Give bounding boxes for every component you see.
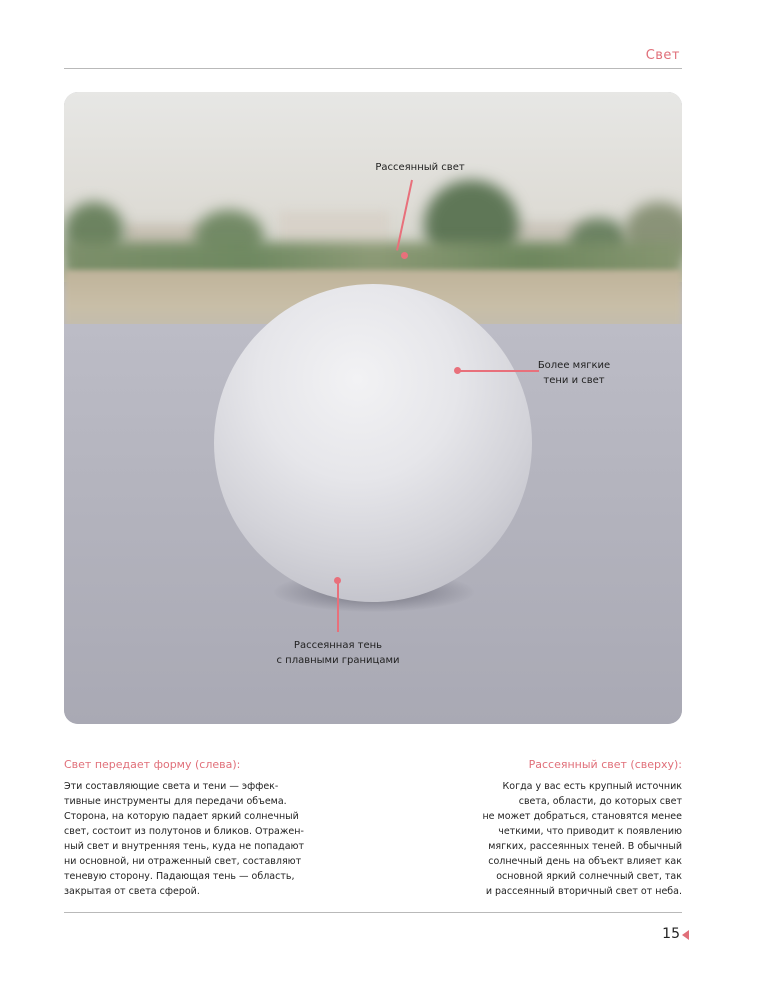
label-cast-shadow-line1: Рассеянная тень [293, 640, 383, 651]
pointer-line-cast-shadow [337, 582, 339, 632]
right-column [432, 758, 682, 899]
label-softer-shadows [534, 358, 614, 388]
text-line: ни основной, ни отраженный свет, составляют [64, 856, 302, 867]
text-line: ный свет и внутренняя тень, куда не попадают [64, 841, 305, 852]
pointer-dot-diffuse-light [401, 252, 408, 259]
left-column-text [64, 779, 314, 899]
text-line: Эти составляющие света и тени — эффек- [64, 781, 279, 792]
right-column-heading: Рассеянный свет (сверху): [528, 758, 682, 771]
text-line: мягких, рассеянных теней. В обычный [488, 841, 682, 852]
top-divider [64, 68, 682, 69]
text-line: основной яркий солнечный свет, так [496, 871, 682, 882]
right-column-text [432, 779, 682, 899]
bottom-divider [64, 912, 682, 913]
label-cast-shadow [268, 638, 408, 668]
sphere [214, 284, 532, 602]
text-line: и рассеянный вторичный свет от неба. [485, 886, 682, 897]
text-line: четкими, что приводит к появлению [498, 826, 682, 837]
pointer-line-softer-shadows [459, 370, 539, 372]
section-title: Свет [645, 48, 680, 63]
left-column [64, 758, 314, 899]
text-line: света, области, до которых свет [518, 796, 682, 807]
text-line: теневую сторону. Падающая тень — область, [64, 871, 295, 882]
label-softer-shadows-line2: тени и свет [543, 375, 605, 386]
text-line: не может добраться, становятся менее [482, 811, 682, 822]
text-line: свет, состоит из полутонов и бликов. Отражен- [64, 826, 304, 837]
left-column-heading: Свет передает форму (слева): [64, 758, 241, 771]
page-arrow-icon [682, 930, 689, 940]
label-diffuse-light [360, 160, 480, 175]
text-line: Когда у вас есть крупный источник [502, 781, 682, 792]
label-cast-shadow-line2: с плавными границами [276, 655, 400, 666]
pointer-dot-softer-shadows [454, 367, 461, 374]
text-line: закрытая от света сферой. [64, 886, 200, 897]
label-softer-shadows-line1: Более мягкие [537, 360, 611, 371]
text-line: Сторона, на которую падает яркий солнечный [64, 811, 299, 822]
label-diffuse-light-text: Рассеянный свет [375, 162, 465, 173]
text-line: тивные инструменты для передачи объема. [64, 796, 287, 807]
sphere-photo [64, 92, 682, 724]
text-line: солнечный день на объект влияет как [488, 856, 682, 867]
page-number: 15 [662, 926, 680, 942]
